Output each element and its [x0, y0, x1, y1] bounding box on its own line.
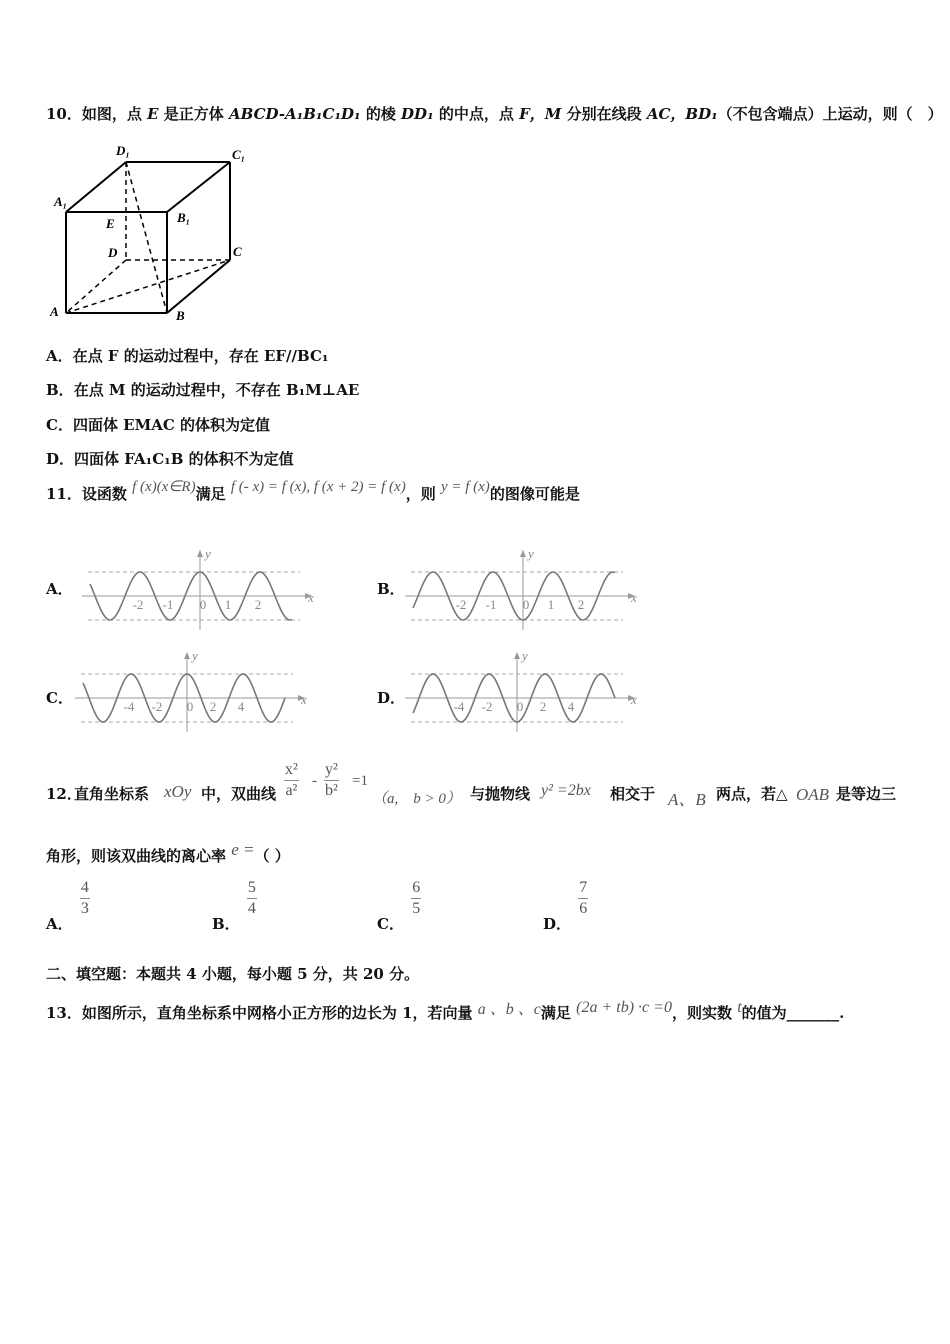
y-axis-arrow — [184, 652, 190, 659]
q10-number: 10． — [46, 105, 82, 123]
y-axis-label: y — [522, 648, 528, 663]
graph-c[interactable] — [75, 650, 315, 735]
tick-label: 2 — [254, 597, 262, 612]
hyperbola-y-frac: $\frac{\text{y²}}{\text{b²}}$ — [325, 761, 338, 799]
tick-label: 4 — [237, 699, 245, 714]
tick-label: 1 — [224, 597, 232, 612]
tick-label: 0 — [522, 597, 530, 612]
label-d1: D₁ — [116, 143, 130, 158]
section2-heading: 二、填空题：本题共 4 小题，每小题 5 分，共 20 分。 — [46, 965, 420, 983]
tick-label: -2 — [455, 597, 467, 612]
graph-a[interactable] — [82, 548, 322, 633]
label-c: C — [233, 244, 242, 259]
label-a: A — [50, 304, 59, 319]
label-a1: A₁ — [54, 194, 68, 209]
y-axis-arrow — [197, 550, 203, 557]
q12-option-a[interactable]: A． $\frac{4}{3}$ — [46, 879, 89, 933]
tick-label: 0 — [199, 597, 207, 612]
x-axis-label: x — [301, 692, 307, 707]
tick-label: -4 — [123, 699, 135, 714]
tick-label: 0 — [186, 699, 194, 714]
graph-d[interactable] — [405, 650, 645, 735]
graph-b[interactable] — [405, 548, 645, 633]
x-axis-label: x — [308, 590, 314, 605]
q10-stem: 10．如图，点 E 是正方体 ABCD-A₁B₁C₁D₁ 的棱 DD₁ 的中点，点 F，M 分别在线段 AC，BD₁（不包含端点）上运动，则（ ） — [46, 105, 943, 123]
y-axis-label: y — [528, 546, 534, 561]
label-e: E — [106, 216, 115, 231]
label-b: B — [176, 308, 185, 323]
q13-number: 13． — [46, 1004, 82, 1022]
y-axis-label: y — [192, 648, 198, 663]
q12-option-d[interactable]: D． $\frac{7}{6}$ — [543, 879, 588, 933]
tick-label: 4 — [567, 699, 575, 714]
q12-stem-2: 角形，则该双曲线的离心率 e =（ ） — [46, 840, 290, 865]
cube-figure — [40, 140, 260, 325]
y-axis-arrow — [514, 652, 520, 659]
q10-option-a[interactable]: A．在点 F 的运动过程中，存在 EF//BC₁ — [46, 347, 329, 365]
tick-label: -1 — [162, 597, 174, 612]
label-c1: C₁ — [232, 147, 246, 162]
label-b1: B₁ — [177, 210, 191, 225]
q11-number: 11． — [46, 485, 82, 503]
q12-option-c[interactable]: C． $\frac{6}{5}$ — [377, 879, 421, 933]
tick-label: -2 — [132, 597, 144, 612]
y-axis-label: y — [205, 546, 211, 561]
hyperbola-x-frac: $\frac{\text{x²}}{\text{a²}}$ — [285, 761, 298, 799]
tick-label: 2 — [539, 699, 547, 714]
tick-label: -2 — [481, 699, 493, 714]
q10-option-d[interactable]: D．四面体 FA₁C₁B 的体积不为定值 — [46, 450, 294, 468]
q11-option-a-key[interactable]: A． — [46, 580, 73, 598]
q10-option-b[interactable]: B．在点 M 的运动过程中，不存在 B₁M⊥AE — [46, 381, 360, 399]
tick-label: -1 — [485, 597, 497, 612]
x-axis-label: x — [631, 590, 637, 605]
label-d: D — [108, 245, 118, 260]
q12-number: 12． — [46, 785, 82, 803]
q11-option-c-key[interactable]: C． — [46, 689, 73, 707]
x-axis-label: x — [631, 692, 637, 707]
tick-label: 1 — [547, 597, 555, 612]
q12-option-b[interactable]: B． $\frac{5}{4}$ — [212, 879, 256, 933]
q11-option-b-key[interactable]: B． — [377, 580, 405, 598]
tick-label: 2 — [577, 597, 585, 612]
tick-label: -2 — [151, 699, 163, 714]
q13-stem: 13．如图所示，直角坐标系中网格小正方形的边长为 1，若向量 a 、b 、c满足 (2a + tb) ·c =0，则实数 t的值为_______. — [46, 999, 845, 1022]
q11-stem: 11．设函数 f (x)(x∈R)满足 f (- x) = f (x), f (x + 2) = f (x)，则 y = f (x)的图像可能是 — [46, 479, 580, 503]
q10-option-c[interactable]: C．四面体 EMAC 的体积为定值 — [46, 416, 271, 434]
y-axis-arrow — [520, 550, 526, 557]
q11-option-d-key[interactable]: D． — [377, 689, 406, 707]
tick-label: 2 — [209, 699, 217, 714]
tick-label: 0 — [516, 699, 524, 714]
tick-label: -4 — [453, 699, 465, 714]
